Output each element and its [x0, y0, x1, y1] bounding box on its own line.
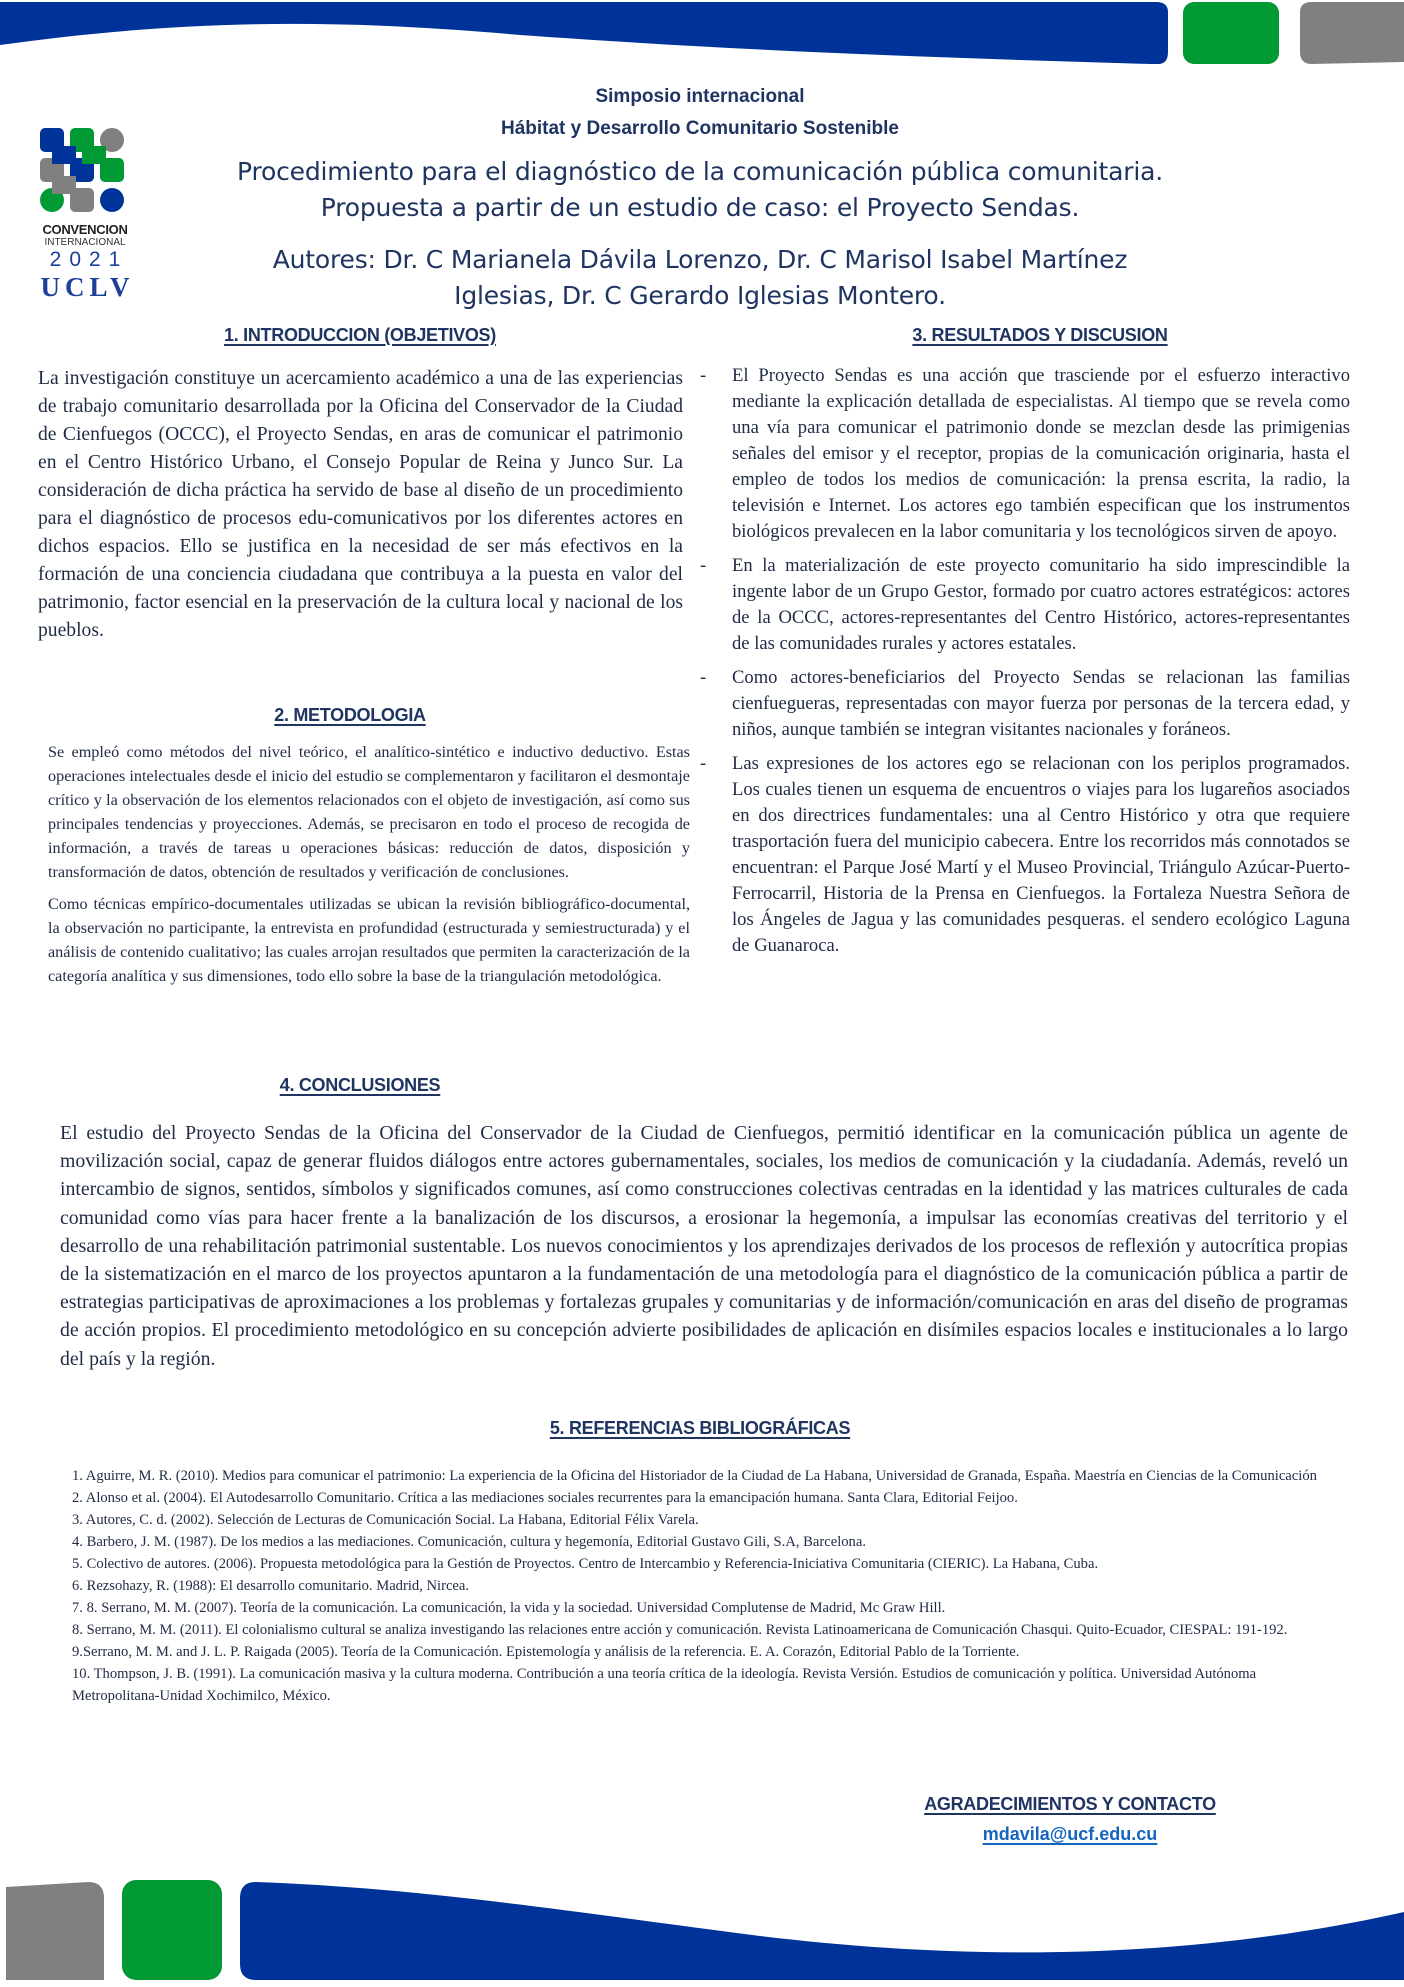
conclusions-heading: 4. CONCLUSIONES	[279, 1075, 441, 1095]
results-heading: 3. RESULTADOS Y DISCUSION	[912, 325, 1168, 345]
reference-item: 3. Autores, C. d. (2002). Selección de Lecturas de Comunicación Social. La Habana, Editorial Félix Varela.	[72, 1512, 699, 1528]
contact-email-link[interactable]: mdavila@ucf.edu.cu	[982, 1824, 1158, 1844]
methodology-text	[48, 740, 690, 988]
results-item: - Las expresiones de los actores ego se relacionan con los periplos programados. Los cuales tienen un esquema de encuentros o viajes para los lugareños asociados en dos directrices fundamentales: una al Centro Histórico y otra que requiere trasportación fuera del municipio cabecera. Entre los recorridos más connotados se encuentran: el Parque José Martí y el Museo Provincial, Triángulo Azúcar-Puerto-Ferrocarril, Historia de la Prensa en Cienfuegos. la Fortaleza Nuestra Señora de los Ángeles de Jagua y las comunidades pesqueras. el sendero ecológico Laguna de Guanaroca.	[700, 753, 1350, 956]
bullet-dash: -	[700, 555, 707, 576]
symposium-subtitle: Hábitat y Desarrollo Comunitario Sostenible	[500, 118, 900, 139]
blue-wave-shape	[0, 2, 1168, 64]
methodology-heading: 2. METODOLOGIA	[274, 705, 426, 725]
poster-title	[160, 154, 1240, 226]
reference-item: 8. Serrano, M. M. (2011). El colonialismo cultural se analiza investigando las relaciones entre acción y comunicación. Revista Latinoamericana de Comunicación Chasqui. Quito-Ecuador, CIESPAL: 191-192.	[72, 1622, 1288, 1638]
green-block	[122, 1880, 222, 1980]
authors	[200, 242, 1200, 314]
conclusions-text: El estudio del Proyecto Sendas de la Oficina del Conservador de la Ciudad de Cienfuegos, permitió identificar en la comunicación pública un agente de movilización social, capaz de generar fluidos diálogos entre actores gubernamentales, sociales, los medios de comunicación y la ciudadanía. Además, reveló un intercambio de signos, sentidos, símbolos y significados comunes, así como construcciones colectivas centradas en la identidad y las matrices culturales de cada comunidad como vías para hacer frente a la banalización de los discursos, a erosionar la hegemonía, a impulsar las economías creativas del territorio y el desarrollo de una rehabilitación patrimonial sustentable. Los nuevos conocimientos y los aprendizajes derivados de los procesos de reflexión y autocrítica propias de la sistematización en el marco de los proyectos apuntaron a la fundamentación de una metodología para el diagnóstico de la comunicación pública a partir de estrategias participativas de aproximaciones a los problemas y fortalezas grupales y comunitarias y de información/comunicación en aras del diseño de programas de acción propios. El procedimiento metodológico en su concepción advierte posibilidades de aplicación en disímiles espacios locales e institucionales a lo largo del país y la región.	[60, 1122, 1348, 1370]
symposium-name: Simposio internacional	[595, 86, 805, 107]
results-list	[700, 363, 1350, 967]
reference-item: 2. Alonso et al. (2004). El Autodesarrollo Comunitario. Crítica a las mediaciones sociales recurrentes para la emancipación humana. Santa Clara, Editorial Feijoo.	[72, 1490, 1018, 1506]
title-line-2: Propuesta a partir de un estudio de caso: el Proyecto Sendas.	[320, 193, 1080, 222]
logo-org: UCLV	[40, 272, 135, 302]
methodology-paragraph: Como técnicas empírico-documentales utilizadas se ubican la revisión bibliográfico-documental, la observación no participante, la entrevista en profundidad (estructurada y semiestructurada) y el análisis de contenido cualitativo; las cuales arrojan resultados que permiten la caracterización de la categoría analítica y sus dimensiones, todo ello sobre la base de la triangulación metodológica.	[48, 895, 690, 985]
references-list	[72, 1465, 1332, 1707]
bullet-dash: -	[700, 365, 707, 386]
header-banner	[0, 0, 1404, 70]
results-item: - El Proyecto Sendas es una acción que trasciende por el esfuerzo interactivo mediante la explicación detallada de especialistas. Al tiempo que se revela como una vía para comunicar el patrimonio donde se mezclan desde las primigenias señales del emisor y el receptor, propias de la comunicación originaria, hasta el empleo de todos los medios de comunicación: la prensa escrita, la radio, la televisión e Internet. Los actores ego también especifican que los instrumentos biológicos prevalecen en la labor comunitaria y los tecnológicos sirven de apoyo.	[700, 365, 1350, 542]
title-line-1: Procedimiento para el diagnóstico de la comunicación pública comunitaria.	[237, 157, 1163, 186]
gray-block	[1300, 2, 1404, 64]
convention-logo	[30, 122, 140, 302]
bullet-dash: -	[700, 667, 707, 688]
reference-item: 6. Rezsohazy, R. (1988): El desarrollo comunitario. Madrid, Nircea.	[72, 1578, 470, 1594]
reference-item: 9.Serrano, M. M. and J. L. P. Raigada (2005). Teoría de la Comunicación. Epistemología y análisis de la referencia. E. A. Corazón, Editorial Pablo de la Torriente.	[72, 1644, 1020, 1660]
logo-line-2: INTERNACIONAL	[44, 237, 126, 248]
logo-mark-icon	[38, 126, 128, 216]
reference-item: 1. Aguirre, M. R. (2010). Medios para comunicar el patrimonio: La experiencia de la Oficina del Historiador de la Ciudad de La Habana, Universidad de Granada, España. Maestría en Ciencias de la Comunicación	[72, 1468, 1317, 1484]
logo-line-1: CONVENCION	[42, 222, 128, 237]
gray-block	[6, 1882, 104, 1980]
results-item: - En la materialización de este proyecto comunitario ha sido imprescindible la ingente labor de un Grupo Gestor, formado por cuatro actores estratégicos: actores de la OCCC, actores-representantes del Centro Histórico, actores-representantes de las comunidades rurales y actores estatales.	[700, 555, 1350, 654]
reference-item: 4. Barbero, J. M. (1987). De los medios a las mediaciones. Comunicación, cultura y hegemonía, Editorial Gustavo Gili, S.A, Barcelona.	[72, 1534, 866, 1550]
authors-line-1: Autores: Dr. C Marianela Dávila Lorenzo, Dr. C Marisol Isabel Martínez	[272, 245, 1128, 274]
reference-item: 5. Colectivo de autores. (2006). Propuesta metodológica para la Gestión de Proyectos. Centro de Intercambio y Referencia-Iniciativa Comunitaria (CIERIC). La Habana, Cuba.	[72, 1556, 1099, 1572]
blue-wave-shape	[240, 1882, 1404, 1980]
bullet-dash: -	[700, 753, 707, 774]
methodology-paragraph: Se empleó como métodos del nivel teórico, el analítico-sintético e inductivo deductivo. Estas operaciones intelectuales desde el inicio del estudio se complementaron y facilitaron el desmontaje crítico y la observación de los elementos relacionados con el objeto de investigación, así como sus principales tendencias y proyecciones. Además, se precisaron en todo el proceso de recogida de información, a través de tareas u operaciones básicas: reducción de datos, disposición y transformación de datos, obtención de resultados y verificación de conclusiones.	[48, 743, 690, 881]
logo-year: 2021	[49, 248, 129, 271]
reference-item: 7. 8. Serrano, M. M. (2007). Teoría de la comunicación. La comunicación, la vida y la sociedad. Universidad Complutense de Madrid, Mc Graw Hill.	[72, 1600, 946, 1616]
contact-heading: AGRADECIMIENTOS Y CONTACTO	[924, 1794, 1216, 1814]
authors-line-2: Iglesias, Dr. C Gerardo Iglesias Montero.	[454, 281, 946, 310]
introduction-heading: 1. INTRODUCCION (OBJETIVOS)	[224, 325, 496, 345]
introduction-text: La investigación constituye un acercamiento académico a una de las experiencias de trabajo comunitario desarrollada por la Oficina del Conservador de la Ciudad de Cienfuegos (OCCC), el Proyecto Sendas, en aras de comunicar el patrimonio en el Centro Histórico Urbano, el Consejo Popular de Reina y Junco Sur. La consideración de dicha práctica ha servido de base al diseño de un procedimiento para el diagnóstico de procesos edu-comunicativos por los diferentes actores en dichos espacios. Ello se justifica en la necesidad de ser más efectivos en la formación de una conciencia ciudadana que contribuya a la puesta en valor del patrimonio, factor esencial en la preservación de la cultura local y nacional de los pueblos.	[38, 368, 683, 641]
footer-banner	[0, 1870, 1404, 1985]
green-block	[1183, 2, 1279, 64]
results-item: - Como actores-beneficiarios del Proyecto Sendas se relacionan las familias cienfuegueras, representadas con mayor fuerza por personas de la tercera edad, y niños, aunque también se integran visitantes nacionales y foráneos.	[700, 667, 1350, 740]
references-heading: 5. REFERENCIAS BIBLIOGRÁFICAS	[549, 1418, 851, 1438]
reference-item: 10. Thompson, J. B. (1991). La comunicación masiva y la cultura moderna. Contribución a una teoría crítica de la ideología. Revista Versión. Estudios de comunicación y política. Universidad Autónoma Metropolitana-Unidad Xochimilco, México.	[72, 1666, 1257, 1704]
